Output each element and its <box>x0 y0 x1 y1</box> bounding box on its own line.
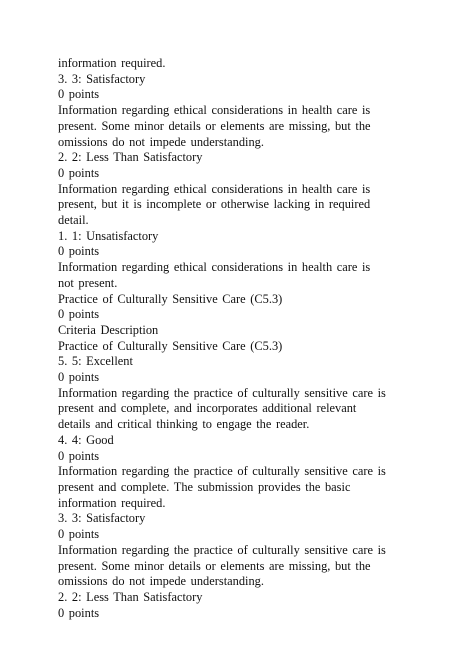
text-line: present, but it is incomplete or otherwise lacking in required <box>58 197 371 212</box>
text-line: Information regarding the practice of culturally sensitive care is <box>58 542 386 557</box>
text-line: information required. <box>58 56 166 70</box>
points-value: 0 points <box>58 244 100 259</box>
text-line: information required. <box>58 495 166 510</box>
text-line: Information regarding ethical considerations in health care is <box>58 260 371 275</box>
text-line: not present. <box>58 275 118 290</box>
text-line: detail. <box>58 213 89 228</box>
points-value: 0 points <box>58 448 100 463</box>
text-line: present and complete, and incorporates additional relevant <box>58 401 357 416</box>
criterion-level-heading: 1. 1: Unsatisfactory <box>58 228 159 243</box>
text-line: Information regarding the practice of culturally sensitive care is <box>58 464 386 479</box>
text-line: Information regarding ethical considerations in health care is <box>58 103 371 118</box>
text-line: Information regarding the practice of culturally sensitive care is <box>58 385 386 400</box>
text-line: details and critical thinking to engage the reader. <box>58 417 310 432</box>
document-body <box>58 56 458 621</box>
points-value: 0 points <box>58 370 100 385</box>
text-line: omissions do not impede understanding. <box>58 574 264 589</box>
points-value: 0 points <box>58 307 100 322</box>
points-value: 0 points <box>58 527 100 542</box>
text-line: present and complete. The submission provides the basic <box>58 479 351 494</box>
points-value: 0 points <box>58 87 100 102</box>
criterion-title: Practice of Culturally Sensitive Care (C5.3) <box>58 338 283 353</box>
points-value: 0 points <box>58 605 100 620</box>
criteria-description-label: Criteria Description <box>58 322 159 337</box>
criterion-level-heading: 4. 4: Good <box>58 432 114 447</box>
text-line: present. Some minor details or elements are missing, but the <box>58 118 371 133</box>
criterion-level-heading: 2. 2: Less Than Satisfactory <box>58 589 203 604</box>
text-line: omissions do not impede understanding. <box>58 134 264 149</box>
text-line: Information regarding ethical considerations in health care is <box>58 181 371 196</box>
text-line: present. Some minor details or elements are missing, but the <box>58 558 371 573</box>
criterion-level-heading: 5. 5: Excellent <box>58 354 133 369</box>
criterion-level-heading: 3. 3: Satisfactory <box>58 511 146 526</box>
points-value: 0 points <box>58 165 100 180</box>
criterion-level-heading: 3. 3: Satisfactory <box>58 71 146 86</box>
criterion-title: Practice of Culturally Sensitive Care (C5.3) <box>58 291 283 306</box>
criterion-level-heading: 2. 2: Less Than Satisfactory <box>58 150 203 165</box>
